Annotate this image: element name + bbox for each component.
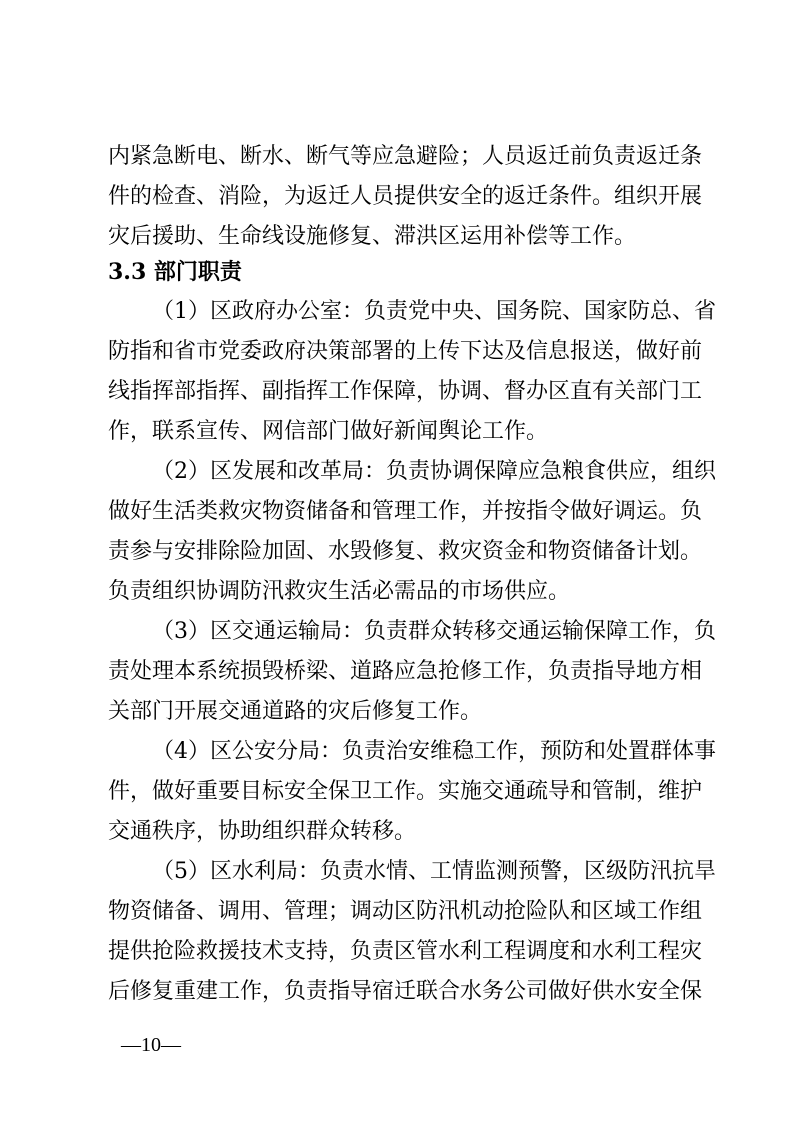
- page-number: —10—: [121, 1034, 181, 1056]
- paragraph-2-line: 责参与安排除险加固、水毁修复、救灾资金和物资储备计划。: [108, 539, 703, 564]
- paragraph-1-line: 作，联系宣传、网信部门做好新闻舆论工作。: [108, 419, 549, 444]
- paragraph-2-line: 负责组织协调防汛救灾生活必需品的市场供应。: [108, 579, 571, 604]
- paragraph-5-line: （5）区水利局：负责水情、工情监测预警，区级防汛抗旱: [152, 859, 716, 884]
- paragraph-1-line: 线指挥部指挥、副指挥工作保障，协调、督办区直有关部门工: [108, 379, 703, 404]
- paragraph-5-line: 后修复重建工作，负责指导宿迁联合水务公司做好供水安全保: [108, 979, 703, 1004]
- paragraph-1-line: 防指和省市党委政府决策部署的上传下达及信息报送，做好前: [108, 339, 703, 364]
- paragraph-2-line: （2）区发展和改革局：负责协调保障应急粮食供应，组织: [152, 459, 716, 484]
- paragraph-3-line: 责处理本系统损毁桥梁、道路应急抢修工作，负责指导地方相: [108, 659, 703, 684]
- paragraph-2-line: 做好生活类救灾物资储备和管理工作，并按指令做好调运。负: [108, 499, 703, 524]
- paragraph-5-line: 物资储备、调用、管理；调动区防汛机动抢险队和区域工作组: [108, 899, 703, 924]
- section-heading: 3.3 部门职责: [108, 259, 242, 285]
- body-text-line: 件的检查、消险，为返迁人员提供安全的返迁条件。组织开展: [108, 184, 703, 209]
- paragraph-4-line: 交通秩序，协助组织群众转移。: [108, 819, 417, 844]
- paragraph-3-line: （3）区交通运输局：负责群众转移交通运输保障工作，负: [152, 619, 716, 644]
- paragraph-1-line: （1）区政府办公室：负责党中央、国务院、国家防总、省: [152, 299, 716, 324]
- paragraph-4-line: （4）区公安分局：负责治安维稳工作，预防和处置群体事: [152, 739, 716, 764]
- paragraph-4-line: 件，做好重要目标安全保卫工作。实施交通疏导和管制，维护: [108, 779, 703, 804]
- paragraph-5-line: 提供抢险救援技术支持，负责区管水利工程调度和水利工程灾: [108, 939, 703, 964]
- body-text-line: 内紧急断电、断水、断气等应急避险；人员返迁前负责返迁条: [108, 144, 703, 169]
- body-text-line: 灾后援助、生命线设施修复、滞洪区运用补偿等工作。: [108, 224, 637, 249]
- paragraph-3-line: 关部门开展交通道路的灾后修复工作。: [108, 699, 483, 724]
